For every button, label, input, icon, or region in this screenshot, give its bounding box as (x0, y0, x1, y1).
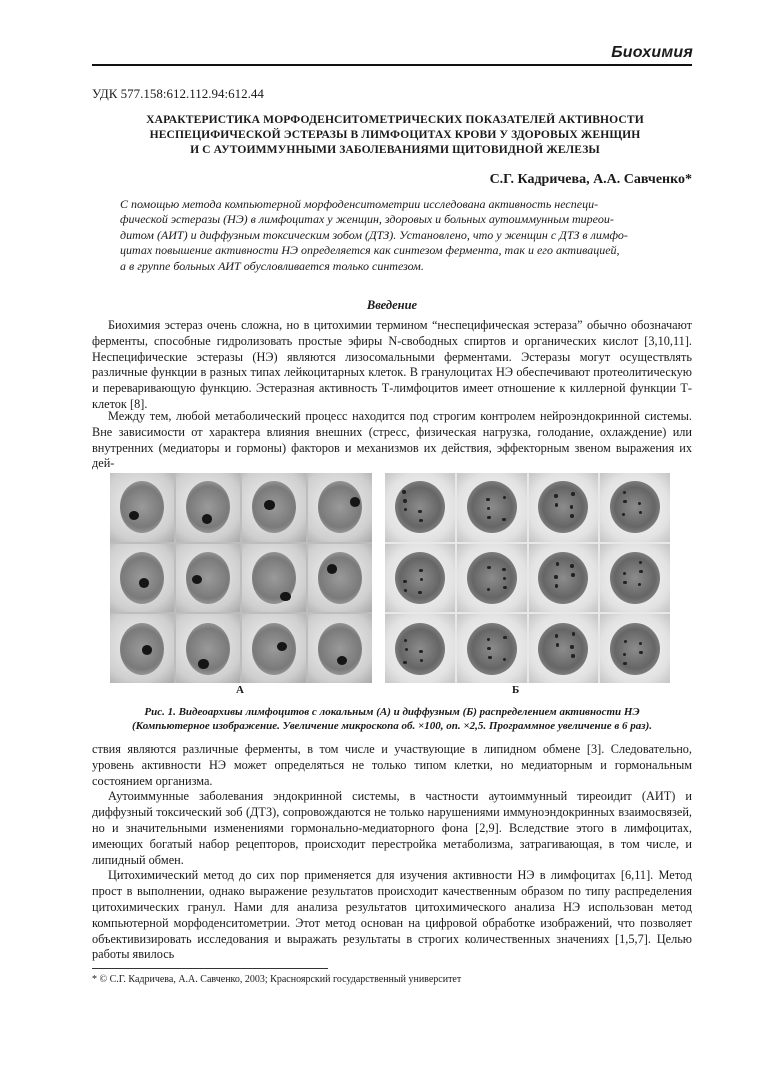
header-rule (92, 64, 692, 66)
title-line: И С АУТОИММУННЫМИ ЗАБОЛЕВАНИЯМИ ЩИТОВИДНОЙ ЖЕЛЕЗЫ (190, 143, 600, 156)
lymphocyte-image (176, 473, 240, 542)
lymphocyte-image (385, 473, 455, 542)
body-text-continued (92, 742, 692, 963)
footnote: * © С.Г. Кадричева, А.А. Савченко, 2003; Красноярский государственный университет (92, 974, 462, 985)
abstract-line: фической эстеразы (НЭ) в лимфоцитах у женщин, здоровых и больных аутоиммунным тиреои- (120, 212, 614, 227)
lymphocyte-image (457, 544, 527, 613)
udc-code: УДК 577.158:612.112.94:612.44 (92, 86, 264, 101)
lymphocyte-image (600, 473, 670, 542)
lymphocyte-image (110, 473, 174, 542)
lymphocyte-image (385, 544, 455, 613)
lymphocyte-image (308, 473, 372, 542)
abstract-line: дитом (АИТ) и диффузным токсическим зобом (ДТЗ). Установлено, что у женщин с ДТЗ в лимфо- (120, 227, 628, 242)
lymphocyte-image (529, 544, 599, 613)
figure-caption (92, 705, 692, 733)
abstract-line: а в группе больных АИТ обусловливается только синтезом. (120, 258, 424, 273)
paragraph-text: Между тем, любой метаболический процесс находится под строгим контролем нейроэндокринной системы. Вне зависимости от характера влияния внешних (стресс, физическая нагрузка, голодание, охлаждение) или внутренних (медиаторы и гормоны) факторов и механизмов их действия, эффекторным звеном выражения их дей- (92, 409, 692, 471)
lymphocyte-image (242, 473, 306, 542)
journal-section-title: Биохимия (611, 44, 693, 61)
paragraph-text: ствия являются различные ферменты, в том числе и участвующие в липидном обмене [3]. Следовательно, уровень активности НЭ может определяться не только типом клетки, но медиаторным и гормональным состоянием организма. (92, 742, 692, 788)
micrograph-panel-b (385, 473, 670, 683)
caption-line: Рис. 1. Видеоархивы лимфоцитов с локальным (А) и диффузным (Б) распределением активности НЭ (144, 706, 640, 718)
lymphocyte-image (600, 544, 670, 613)
figure-label-a: А (236, 684, 244, 696)
lymphocyte-image (110, 544, 174, 613)
lymphocyte-image (600, 614, 670, 683)
micrograph-panel-a (110, 473, 372, 683)
abstract-line: С помощью метода компьютерной морфоденситометрии исследована активность неспеци- (120, 197, 599, 211)
caption-line: (Компьютерное изображение. Увеличение микроскопа об. ×100, оп. ×2,5. Программное увеличение в 6 раз). (131, 720, 653, 732)
lymphocyte-image (242, 614, 306, 683)
title-line: ХАРАКТЕРИСТИКА МОРФОДЕНСИТОМЕТРИЧЕСКИХ ПОКАЗАТЕЛЕЙ АКТИВНОСТИ (146, 113, 644, 126)
lymphocyte-image (385, 614, 455, 683)
lymphocyte-image (110, 614, 174, 683)
lymphocyte-image (457, 473, 527, 542)
footnote-rule (92, 968, 328, 969)
abstract-line: цитах повышение активности НЭ определяется как синтезом фермента, так и его активацией, (120, 243, 620, 258)
paragraph-text: Биохимия эстераз очень сложна, но в цитохимии термином “неспецифическая эстераза” обычно обозначают ферменты, способные гидролизовать простые эфиры N-свободных спиртов и органических кислот [3,10,11]. Неспецифические эстеразы (НЭ) являются лизосомальными ферментами. Эстеразы могут осуществлять различные функции в разных типах лейкоцитарных клеток. В гранулоцитах НЭ обеспечивают протеолитическую и переваривающую функцию. Эстеразная активность Т-лимфоцитов имеет отношение к киллерной функции Т-клеток [8]. (92, 318, 692, 411)
lymphocyte-image (457, 614, 527, 683)
body-paragraph-2 (92, 409, 692, 472)
body-paragraph-1 (92, 318, 692, 413)
paragraph-text: Аутоиммунные заболевания эндокринной системы, в частности аутоиммунный тиреоидит (АИТ) и диффузный токсический зоб (ДТЗ), сопровождаются не только нарушениями иммуноэндокринных взаимосвязей, но и значительными изменениями гормонально-медиаторного фона [2,9]. Вследствие этого в лимфоцитах, имеющих богатый набор рецепторов, происходит перестройка метаболизма, затрагивающая, в том числе, и липидный обмен. (92, 789, 692, 867)
abstract (120, 197, 680, 274)
lymphocyte-image (176, 614, 240, 683)
paragraph-text: Цитохимический метод до сих пор применяется для изучения активности НЭ в лимфоцитах [6,11]. Метод прост в выполнении, однако выражение результатов происходит качественным образом по типу распределения цитохимических гранул. Нами для анализа результатов цитохимического анализа НЭ использован метод компьютерной морфоденситометрии. Этот метод основан на цифровой обработке изображений, что позволяет объективизировать исследования и выражать результаты в строгих количественных значениях [1,5,7]. Целью работы явилось (92, 868, 692, 962)
micrograph-figure (110, 473, 670, 683)
lymphocyte-image (242, 544, 306, 613)
lymphocyte-image (308, 614, 372, 683)
section-heading: Введение (366, 298, 418, 312)
figure-label-b: Б (512, 684, 520, 696)
lymphocyte-image (308, 544, 372, 613)
lymphocyte-image (529, 473, 599, 542)
lymphocyte-image (529, 614, 599, 683)
title-line: НЕСПЕЦИФИЧЕСКОЙ ЭСТЕРАЗЫ В ЛИМФОЦИТАХ КРОВИ У ЗДОРОВЫХ ЖЕНЩИН (149, 128, 641, 141)
authors: С.Г. Кадричева, А.А. Савченко* (489, 172, 692, 187)
article-title (110, 112, 680, 157)
lymphocyte-image (176, 544, 240, 613)
